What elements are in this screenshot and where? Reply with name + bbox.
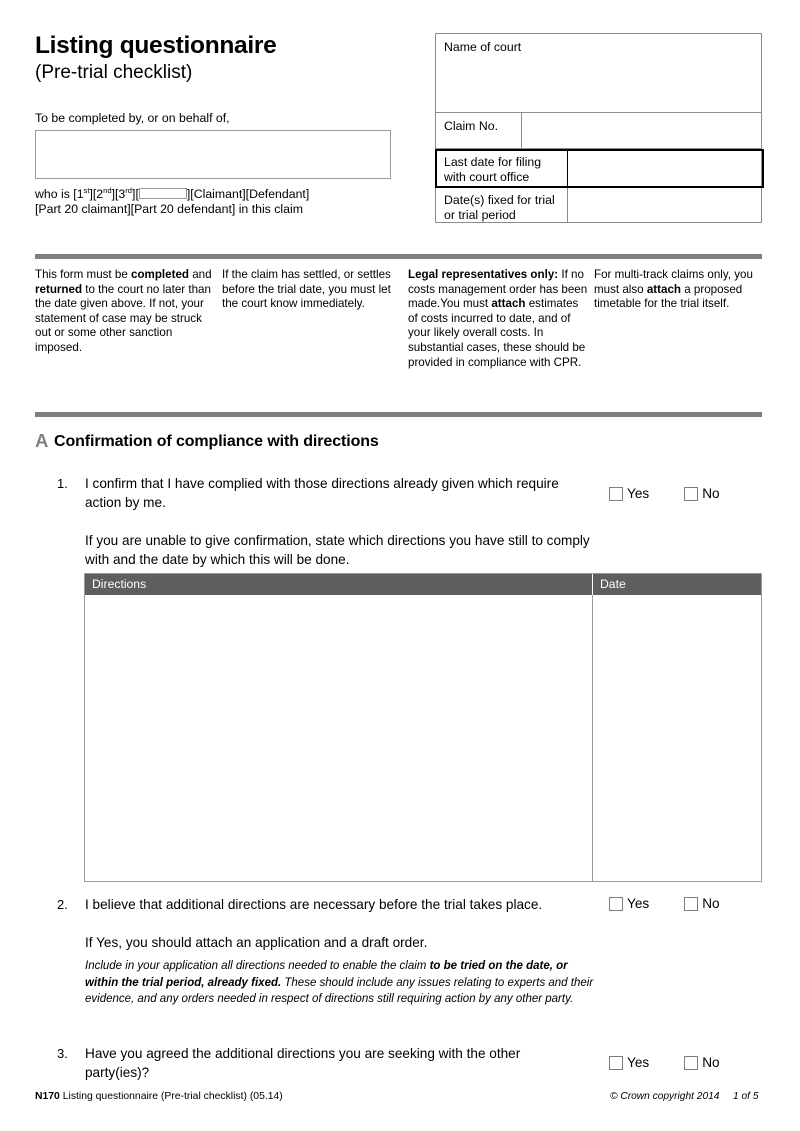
party-name-field[interactable] [35, 130, 391, 179]
trial-dates-label [444, 193, 555, 222]
question-3-number: 3. [57, 1046, 68, 1061]
who-is-text-e: ][Claimant][Defendant] [186, 187, 310, 201]
question-2-yes-option[interactable] [609, 897, 649, 911]
question-2-guidance-pre: Include in your application all directions needed to enable the claim [85, 960, 430, 972]
question-1-yes-label: Yes [627, 486, 650, 502]
question-1-answer-group [609, 487, 720, 501]
question-1-yes-option[interactable] [609, 487, 649, 501]
question-2-guidance-post: These should include any issues relating to experts and their evidence, and any orders needed in respect of directions still requiring action by any other party. [85, 976, 594, 1006]
section-letter-a: A [35, 430, 49, 451]
question-2-guidance-text [85, 958, 597, 1008]
notice-column-3 [408, 268, 588, 370]
trial-dates-divider [567, 188, 568, 223]
notice-column-1 [35, 268, 215, 356]
divider-rule-section-a [35, 412, 762, 417]
court-name-label: Name of court [444, 40, 522, 54]
ordinal-rd: rd [125, 185, 133, 195]
footer-page-number: 1 of 5 [733, 1091, 759, 1102]
question-2-guidance-bold: to be tried on the date, or within the trial period, already fixed. [85, 960, 568, 989]
question-2-yes-label: Yes [627, 896, 650, 912]
ordinal-st: st [83, 185, 90, 195]
claim-no-label: Claim No. [444, 119, 498, 133]
question-1-no-checkbox[interactable] [684, 487, 698, 501]
footer-form-reference [35, 1090, 283, 1103]
notice-col4-bold-attach: attach [646, 282, 681, 296]
question-1-number: 1. [57, 476, 68, 491]
date-column-header: Date [600, 577, 626, 591]
page-title: Listing questionnaire [35, 32, 277, 59]
question-2-no-checkbox[interactable] [684, 897, 698, 911]
divider-rule-top [35, 254, 762, 259]
claim-no-row [436, 113, 761, 149]
directions-table-column-divider [592, 595, 593, 881]
date-input[interactable] [599, 600, 756, 877]
directions-column-header: Directions [92, 577, 147, 591]
who-is-line2: [Part 20 claimant][Part 20 defendant] in this claim [35, 201, 303, 216]
who-is-text-a: who is [1 [35, 187, 84, 201]
last-filing-date-label-line2: with court office [444, 169, 530, 184]
ordinal-nd: nd [103, 185, 112, 195]
last-filing-date-divider [567, 151, 568, 186]
footer-form-name: Listing questionnaire (Pre-trial checklist) (05.14) [59, 1091, 283, 1102]
notice-col1-bold-returned: returned [35, 282, 83, 296]
notice-col1-post: to the court no later than the date given above. If not, your statement of case may be struck out or some other sanction imposed. [35, 282, 211, 354]
question-2-if-yes-text: If Yes, you should attach an application and a draft order. [85, 935, 428, 950]
question-2-text: I believe that additional directions are necessary before the trial takes place. [85, 897, 543, 912]
question-2-no-label: No [702, 896, 720, 912]
notice-col2-text: If the claim has settled, or settles before the trial date, you must let the court know immediately. [222, 268, 391, 311]
question-3-answer-group [609, 1056, 720, 1070]
question-3-text: Have you agreed the additional directions you are seeking with the other party(ies)? [85, 1046, 521, 1080]
question-2-answer-group [609, 897, 720, 911]
who-is-text-c: ][3 [111, 187, 126, 201]
notice-col1-bold-completed: completed [131, 268, 189, 281]
who-is-text-b: ][2 [89, 187, 104, 201]
page-subtitle: (Pre-trial checklist) [35, 62, 193, 83]
directions-header-divider [592, 574, 593, 595]
question-2-yes-checkbox[interactable] [609, 897, 623, 911]
trial-dates-input[interactable] [575, 193, 756, 220]
question-1-text: I confirm that I have complied with those directions already given which require action by me. [85, 476, 559, 510]
notice-col3-bold-attach: attach [491, 297, 526, 311]
notice-column-4 [594, 268, 764, 312]
question-1-no-label: No [702, 486, 720, 502]
party-ordinal-input[interactable] [139, 188, 187, 199]
court-name-input[interactable] [444, 60, 755, 108]
notice-column-2 [222, 268, 397, 312]
court-name-row [436, 34, 761, 113]
who-is-line [35, 187, 309, 216]
footer-form-code: N170 [35, 1091, 60, 1102]
claim-no-divider [521, 113, 522, 148]
question-1-help-text: If you are unable to give confirmation, state which directions you have still to comply with and the date by which this will be done. [85, 533, 590, 567]
last-filing-date-row [435, 149, 764, 188]
question-3-no-label: No [702, 1055, 720, 1071]
directions-table-header [85, 574, 761, 595]
trial-dates-label-line1: Date(s) fixed for trial [444, 193, 555, 207]
directions-table [84, 573, 762, 882]
question-3-yes-label: Yes [627, 1055, 650, 1071]
last-filing-date-label [444, 155, 541, 184]
footer-copyright: © Crown copyright 2014 [610, 1091, 720, 1102]
last-filing-date-input[interactable] [575, 156, 758, 183]
question-3-yes-option[interactable] [609, 1056, 649, 1070]
question-1-yes-checkbox[interactable] [609, 487, 623, 501]
trial-dates-row [436, 188, 761, 223]
completed-by-label: To be completed by, or on behalf of, [35, 111, 230, 125]
question-2-no-option[interactable] [684, 897, 719, 911]
notice-col3-mid2: estimates of costs incurred to date, and of your likely overall costs. In substantial cases, these should be provided in compliance with CPR. [408, 297, 586, 369]
question-3-no-checkbox[interactable] [684, 1056, 698, 1070]
directions-input[interactable] [91, 600, 586, 877]
court-details-box [435, 33, 762, 223]
claim-no-input[interactable] [528, 118, 756, 145]
question-3-yes-checkbox[interactable] [609, 1056, 623, 1070]
notice-col4-post: a proposed timetable for the trial itself. [594, 282, 743, 311]
who-is-text-d: ][ [132, 187, 139, 201]
notice-col1-mid: and [188, 268, 212, 281]
notice-col3-heading: Legal representatives only: [408, 268, 559, 281]
question-3-no-option[interactable] [684, 1056, 719, 1070]
notice-col1-pre: This form must be [35, 268, 131, 281]
notice-col3-mid1: If no costs management order has been made.You must [408, 268, 588, 311]
trial-dates-label-line2: or trial period [444, 207, 516, 222]
notice-col4-pre: For multi-track claims only, you must also [594, 268, 753, 296]
section-title-a: Confirmation of compliance with directions [54, 433, 379, 450]
question-2-number: 2. [57, 897, 68, 912]
last-filing-date-label-line1: Last date for filing [444, 155, 542, 169]
question-1-no-option[interactable] [684, 487, 719, 501]
